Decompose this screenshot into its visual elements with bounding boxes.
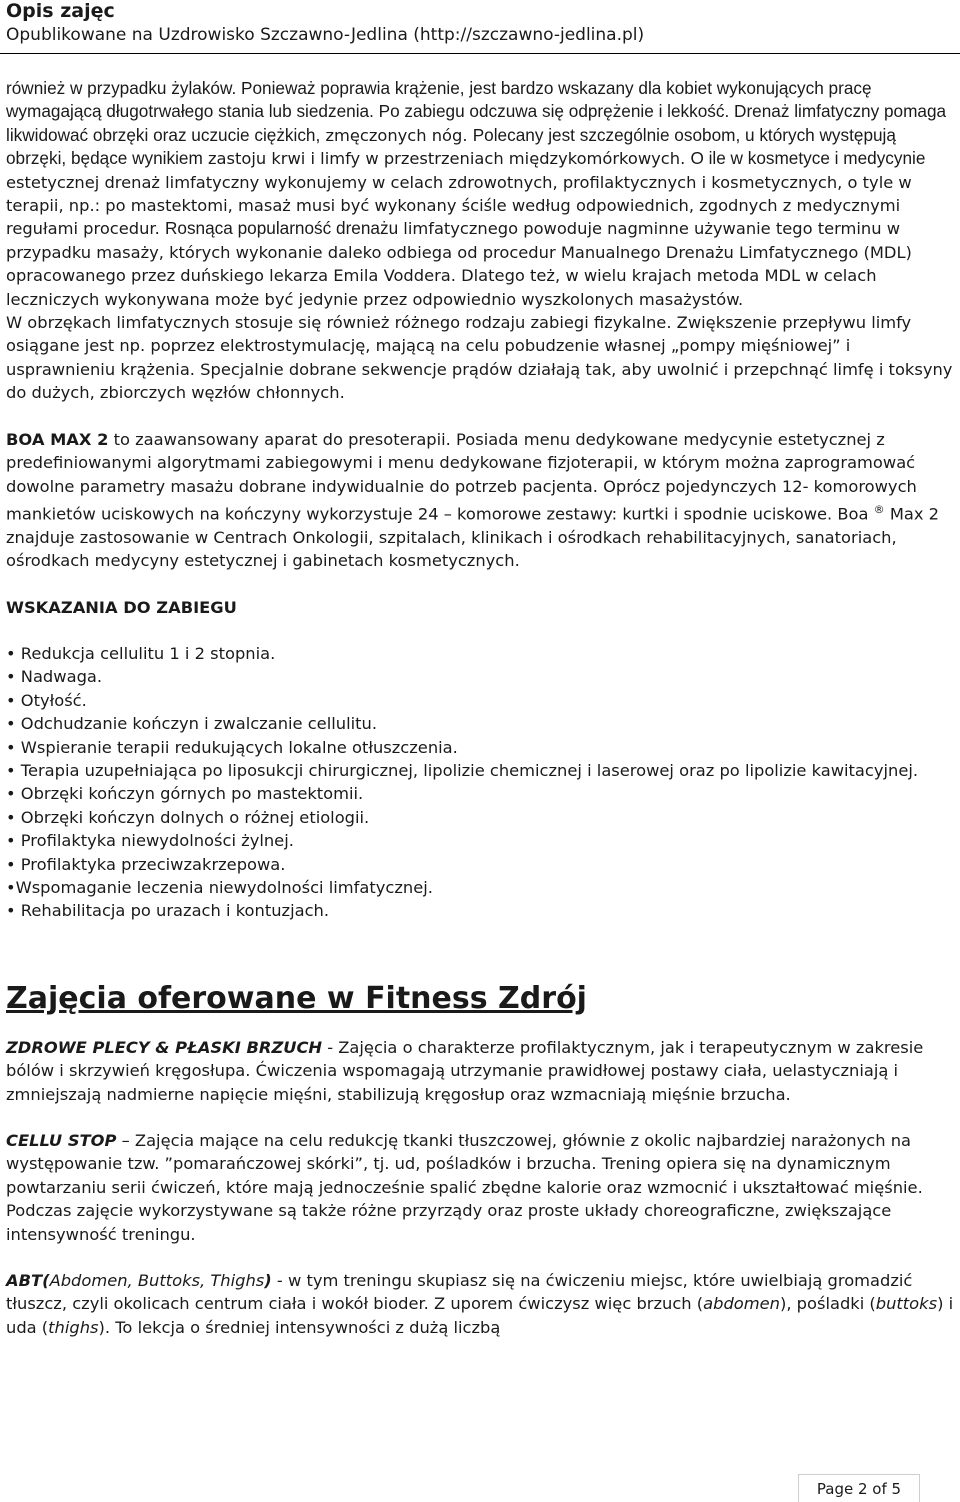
cellu-stop-name: CELLU STOP xyxy=(6,1131,117,1151)
zdrowe-plecy-name: ZDROWE PLECY & PŁASKI BRZUCH xyxy=(6,1037,323,1057)
abt-text-c: ) i uda ( xyxy=(6,1294,954,1337)
boa-text-a: to zaawansowany aparat do presoterapii. Posiada menu dedykowane medycynie estetycznej z predefiniowanymi algorytmami zabiegowymi i menu dedykowane fizjoterapii, w którym można zaprogramować dowolne parametry masażu dobrane indywidualnie do potrzeb pacjenta. Oprócz pojedynczych 12- komorowych mankietów uciskowych na kończyny wykorzystuje 24 – komorowe zestawy: kurtki i spodnie uciskowe. Boa xyxy=(6,429,917,524)
drenaz-text-c: Polecany jest szczególnie osobom, u których występują obrzęki, będące wynikiem xyxy=(6,124,896,169)
header-divider xyxy=(0,53,960,54)
drenaz-text-h: Rosnąca popularność drenażu xyxy=(164,218,399,239)
list-item: • Profilaktyka niewydolności żylnej. xyxy=(6,831,294,851)
drenaz-text-g: : po mastektomi, masaż musi być wykonany ściśle według odpowiednich, zgodnych z medycznymi regułami procedur. xyxy=(6,196,901,239)
page-title: Opis zajęc xyxy=(6,0,115,22)
abt-close: ) xyxy=(264,1271,272,1291)
wskazania-list xyxy=(6,642,956,923)
list-item: • Obrzęki kończyn górnych po mastektomii. xyxy=(6,784,364,804)
page-subtitle: Opublikowane na Uzdrowisko Szczawno-Jedlina (http://szczawno-jedlina.pl) xyxy=(6,25,645,45)
zdrowe-plecy-paragraph xyxy=(6,1036,956,1106)
cellu-stop-paragraph xyxy=(6,1129,956,1246)
boa-name: BOA MAX 2 xyxy=(6,429,109,449)
registered-mark: ® xyxy=(873,502,885,516)
abt-paragraph xyxy=(6,1269,956,1339)
drenaz-text-e: O ile w kosmetyce i medycynie xyxy=(690,148,926,169)
drenaz-text-d: zastoju krwi i limfy w przestrzeniach międzykomórkowych. xyxy=(202,149,691,169)
fitness-heading: Zajęcia oferowane w Fitness Zdrój xyxy=(6,980,587,1016)
abt-text-d: ). To lekcja o średniej intensywności z dużą liczbą xyxy=(98,1317,501,1337)
drenaz-text-f: estetycznej drenaż limfatyczny wykonujemy w celach zdrowotnych, profilaktycznych i kosmetycznych, o tyle w terapii, np. xyxy=(6,172,912,216)
list-item: • Odchudzanie kończyn i zwalczanie cellulitu. xyxy=(6,714,377,734)
list-item: • Rehabilitacja po urazach i kontuzjach. xyxy=(6,901,330,921)
drenaz-paragraph-2: W obrzękach limfatycznych stosuje się również różnego rodzaju zabiegi fizykalne. Zwiększenie przepływu limfy osiągane jest np. poprzez elektrostymulację, mającą na celu pobudzenie własnej „pompy mięśniowej” i usprawnieniu krążenia. Specjalnie dobrane sekwencje prądów działają tak, aby uwolnić i przepchnąć limfę i toksyny do dużych, zbiorczych węzłów chłonnych. xyxy=(6,313,953,403)
drenaz-text-b: zmęczonych nóg. xyxy=(320,125,473,145)
abt-abdomen: abdomen xyxy=(703,1294,780,1314)
drenaz-text-a: również w przypadku żylaków. Ponieważ poprawia krążenie, jest bardzo wskazany dla kobiet wykonujących pracę wymagającą długotrwałego stania lub siedzenia. Po zabiegu odczuwa się odprężenie i lekkość. Drenaż limfatyczny pomaga likwidować obrzęki oraz uczucie ciężkich, xyxy=(6,78,947,145)
cellu-stop-text: – Zajęcia mające na celu redukcję tkanki tłuszczowej, głównie z okolic najbardziej narażonych na występowanie tzw. ”pomarańczowej skórki”, tj. ud, pośladków i brzucha. Trening opiera się na dynamicznym powtarzaniu serii ćwiczeń, które mają jednocześnie spalić zbędne kalorie oraz wzmocnić i ukształtować mięśnie. Podczas zajęcie wykorzystywane są także różne przyrządy oraz proste układy choreograficzne, zwiększające intensywność treningu. xyxy=(6,1131,923,1244)
main-content xyxy=(6,77,956,1339)
list-item: • Profilaktyka przeciwzakrzepowa. xyxy=(6,854,286,874)
abt-thighs: thighs xyxy=(48,1317,99,1337)
drenaz-text-i: limfatycznego powoduje nagminne używanie tego terminu w przypadku masaży, których wykonanie daleko odbiega od procedur Manualnego Drenażu Limfatycznego (MDL) opracowanego przez duńskiego lekarza Emila Voddera. Dlatego też, w wielu krajach metoda MDL w celach leczniczych wykonywana może być jedynie przez odpowiednio wyszkolonych masażystów. xyxy=(6,219,912,309)
abt-expansion: Abdomen, Buttoks, Thighs xyxy=(49,1271,265,1291)
abt-name: ABT( xyxy=(6,1271,50,1291)
list-item: • Otyłość. xyxy=(6,690,87,710)
list-item: •Wspomaganie leczenia niewydolności limfatycznej. xyxy=(6,878,433,898)
page-header xyxy=(6,0,644,46)
abt-text-a: - w tym treningu skupiasz się na ćwiczeniu miejsc, które uwielbiają gromadzić tłuszcz, czyli okolicach centrum ciała i wokół bioder. Z uporem ćwiczysz więc brzuch ( xyxy=(6,1271,913,1314)
abt-text-b: ), pośladki ( xyxy=(779,1294,876,1314)
zdrowe-plecy-text: - Zajęcia o charakterze profilaktycznym, jak i terapeutycznym w zakresie bólów i skrzywień kręgosłupa. Ćwiczenia wspomagają utrzymanie prawidłowej postawy ciała, uelastyczniają i zmniejszają nadmierne napięcie mięśni, stabilizują kręgosłup oraz wzmacniają mięśnie brzucha. xyxy=(6,1037,924,1104)
drenaz-paragraph-1 xyxy=(6,77,956,311)
list-item: • Terapia uzupełniająca po liposukcji chirurgicznej, lipolizie chemicznej i laserowej oraz po lipolizie kawitacyjnej. xyxy=(6,760,919,780)
wskazania-heading: WSKAZANIA DO ZABIEGU xyxy=(6,597,237,617)
list-item: • Obrzęki kończyn dolnych o różnej etiologii. xyxy=(6,807,370,827)
list-item: • Redukcja cellulitu 1 i 2 stopnia. xyxy=(6,643,276,663)
abt-buttoks: buttoks xyxy=(875,1294,938,1314)
boa-paragraph xyxy=(6,428,956,573)
page-number xyxy=(798,1474,920,1502)
page-number-label: Page 2 of 5 xyxy=(816,1479,902,1498)
boa-text-b: Max 2 znajduje zastosowanie w Centrach Onkologii, szpitalach, klinikach i ośrodkach rehabilitacyjnych, sanatoriach, ośrodkach medycyny estetycznej i gabinetach kosmetycznych. xyxy=(6,504,940,571)
list-item: • Wspieranie terapii redukujących lokalne otłuszczenia. xyxy=(6,737,458,757)
list-item: • Nadwaga. xyxy=(6,667,103,687)
